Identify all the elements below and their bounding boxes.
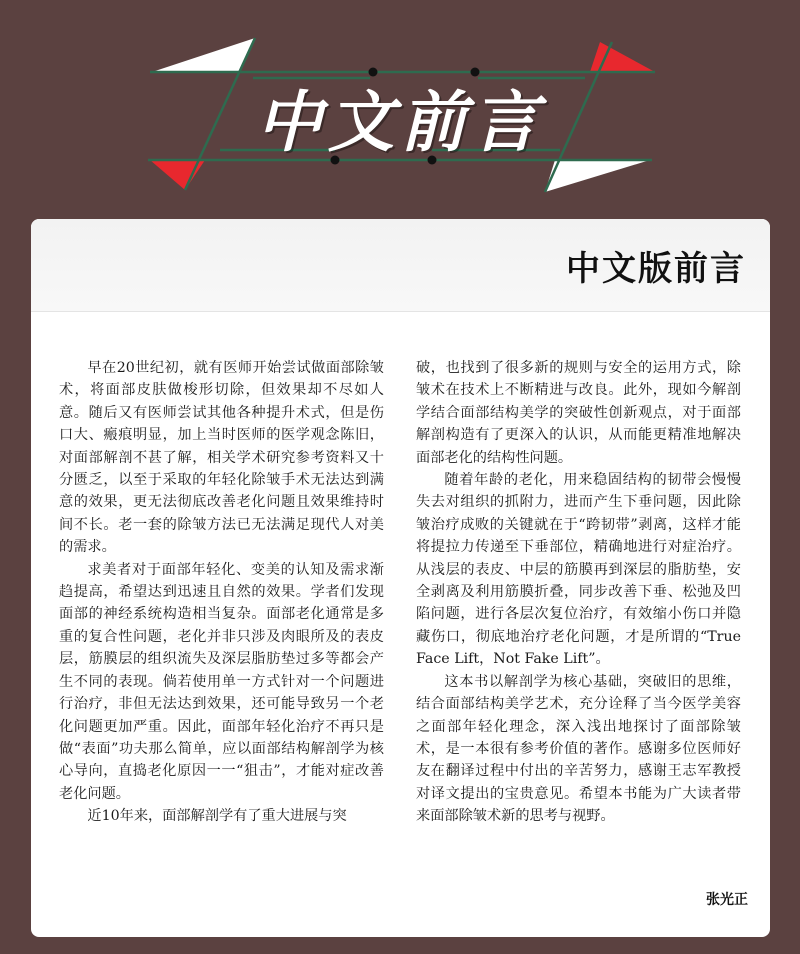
paragraph-continuation: 破，也找到了很多新的规则与安全的运用方式，除皱术在技术上不断精进与改良。此外，现如今解剖学结合面部结构美学的突破性创新观点，对于面部解剖构造有了更深入的认识，从而能更精准地解决面部老化的结构性问题。 (416, 360, 741, 466)
preface-page (31, 219, 770, 937)
page-header (31, 219, 770, 312)
paragraph: 早在20世纪初，就有医师开始尝试做面部除皱术，将面部皮肤做梭形切除，但效果却不尽如人意。随后又有医师尝试其他各种提升术式，但是伤口大、瘢痕明显，加上当时医师的医学观念陈旧，对面部解剖不甚了解，相关学术研究参考资料又十分匮乏，以至于采取的年轻化除皱手术无法达到满意的效果，更无法彻底改善老化问题且效果维持时间不长。老一套的除皱方法已无法满足现代人对美的需求。 (59, 360, 384, 556)
left-column (59, 357, 384, 828)
banner-title: 中文前言 (256, 84, 544, 161)
right-column (416, 357, 741, 828)
header-banner (0, 0, 800, 215)
paragraph: 求美者对于面部年轻化、变美的认知及需求渐趋提高，希望达到迅速且自然的效果。学者们发现面部的神经系统构造相当复杂。面部老化通常是多重的复合性问题，老化并非只涉及肉眼所及的表皮层，筋膜层的组织流失及深层脂肪垫过多等都会产生不同的表现。倘若使用单一方式针对一个问题进行治疗，非但无法达到效果，还可能导致另一个老化问题更加严重。因此，面部年轻化治疗不再只是做“表面”功夫那么简单，应以面部结构解剖学为核心导向，直捣老化原因一一“狙击”，才能对症改善老化问题。 (59, 561, 384, 802)
paragraph: 近10年来，面部解剖学有了重大进展与突 (87, 808, 347, 825)
paragraph: 随着年龄的老化，用来稳固结构的韧带会慢慢失去对组织的抓附力，进而产生下垂问题，因此除皱治疗成败的关键就在于“跨韧带”剥离，这样才能将提拉力传递至下垂部位，精确地进行对症治疗。从浅层的表皮、中层的筋膜再到深层的脂肪垫，安全剥离及利用筋膜折叠，同步改善下垂、松弛及凹陷问题，进行各层次复位治疗，有效缩小伤口并隐藏伤口，彻底地治疗老化问题，才是所谓的“True Face Lift，Not Fake Lift”。 (416, 472, 741, 668)
author-signature: 张光正 (706, 892, 748, 908)
page-title: 中文版前言 (566, 249, 746, 289)
paragraph: 这本书以解剖学为核心基础，突破旧的思维，结合面部结构美学艺术，充分诠释了当今医学美容之面部年轻化理念，深入浅出地探讨了面部除皱术，是一本很有参考价值的著作。感谢多位医师好友在翻译过程中付出的辛苦努力，感谢王志军教授对译文提出的宝贵意见。希望本书能为广大读者带来面部除皱术新的思考与视野。 (416, 673, 741, 825)
white-triangle-bottom-right (545, 160, 650, 192)
white-triangle-top-left (152, 38, 255, 72)
